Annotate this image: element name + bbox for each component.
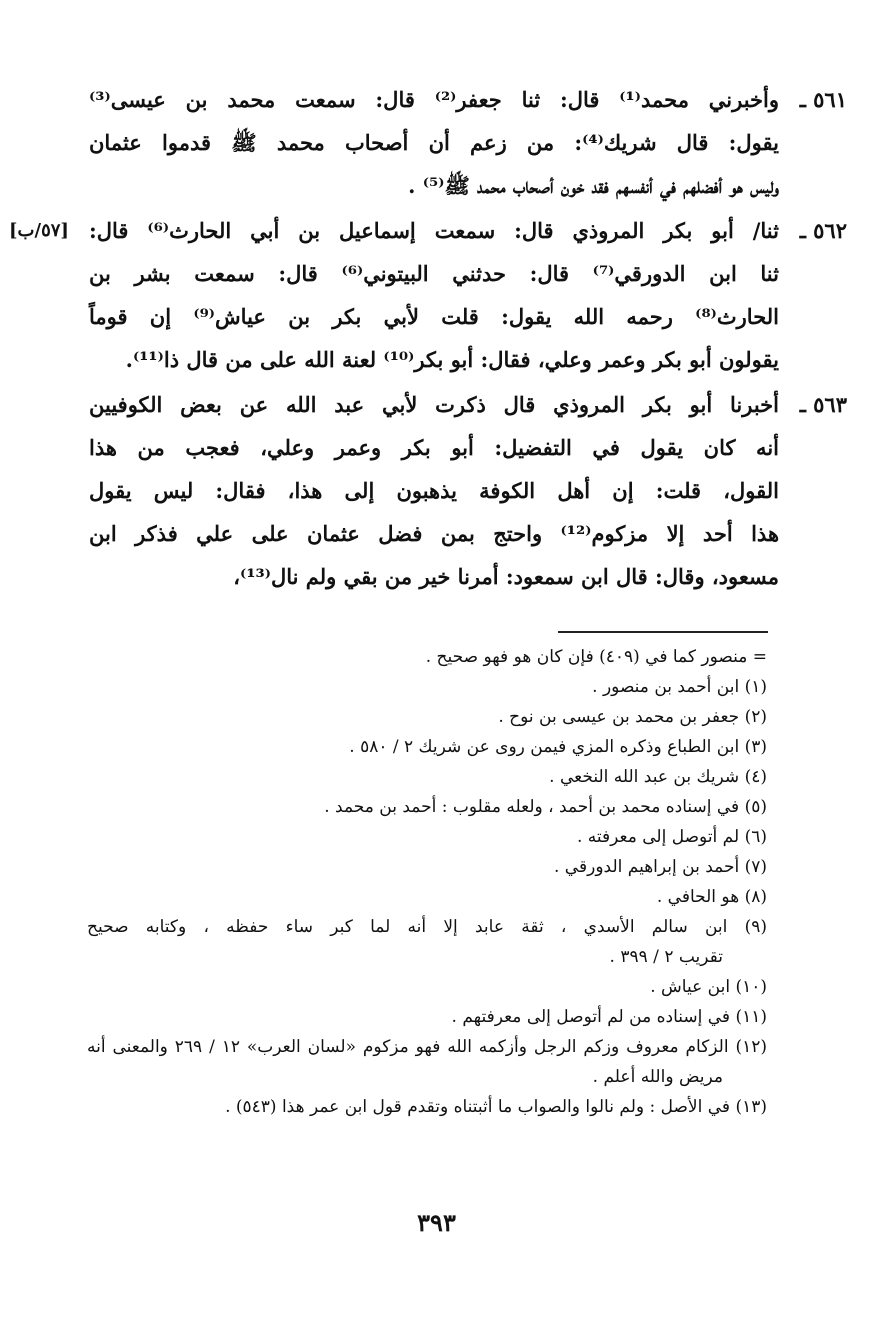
text-line: أخبرنا أبو بكر المروذي قال ذكرت لأبي عبد الله عن بعض الكوفيين	[89, 392, 779, 417]
footnote-line: (١٠) ابن عياش .	[650, 977, 767, 997]
footnotes	[87, 642, 767, 1122]
text-line: مسعود، وقال: قال ابن سمعود: أمرنا خير من بقي ولم نال⁽¹³⁾،	[233, 564, 779, 589]
footnote-11	[87, 1002, 767, 1032]
footnote-8	[87, 882, 767, 912]
footnote-2	[87, 702, 767, 732]
text-line: هذا أحد إلا مزكوم⁽¹²⁾ واحتج بمن فضل عثمان على علي فذكر ابن	[89, 521, 780, 546]
footnote-line: (١) ابن أحمد بن منصور .	[592, 677, 767, 697]
footnote-12	[87, 1032, 767, 1092]
text-line: يقول: قال شريك⁽⁴⁾: من زعم أن أصحاب محمد ﷺ قدموا عثمان	[89, 130, 779, 155]
footnote-line: (٣) ابن الطباع وذكره المزي فيمن روى عن شريك ٢ / ٥٨٠ .	[349, 737, 767, 757]
page-number: ٣٩٣	[417, 1208, 456, 1237]
footnote-5	[87, 792, 767, 822]
footnote-line: (٢) جعفر بن محمد بن عيسى بن نوح .	[498, 707, 767, 727]
text-line: وأخبرني محمد⁽¹⁾ قال: ثنا جعفر⁽²⁾ قال: سمعت محمد بن عيسى⁽³⁾	[89, 87, 780, 112]
footnote-line: (٥) في إسناده محمد بن أحمد ، ولعله مقلوب : أحمد بن محمد .	[324, 797, 767, 817]
footnote-10	[87, 972, 767, 1002]
entry-number: ٥٦٣ ـ	[799, 392, 847, 417]
footnote-13	[87, 1092, 767, 1122]
text-line: ثنا ابن الدورقي⁽⁷⁾ قال: حدثني البيتوني⁽⁶⁾ قال: سمعت بشر بن	[89, 261, 779, 286]
entry-number: ٥٦٢ ـ	[799, 218, 847, 243]
footnote-1	[87, 672, 767, 702]
entry-563	[89, 383, 847, 598]
entry-number: ٥٦١ ـ	[799, 87, 847, 112]
text-line: الحارث⁽⁸⁾ رحمه الله يقول: قلت لأبي بكر بن عياش⁽⁹⁾ إن قوماً	[89, 304, 779, 329]
footnote-line: = منصور كما في (٤٠٩) فإن كان هو فهو صحيح .	[425, 647, 767, 667]
text-line: وليس هو أفضلهم في أنفسهم فقد خون أصحاب محمد ﷺ⁽⁵⁾ .	[408, 173, 779, 198]
text-line: يقولون أبو بكر وعمر وعلي، فقال: أبو بكر⁽¹⁰⁾ لعنة الله على من قال ذا⁽¹¹⁾.	[125, 347, 779, 372]
footnote-line: (٤) شريك بن عبد الله النخعي .	[549, 767, 767, 787]
footnote-line: مريض والله أعلم .	[592, 1067, 723, 1087]
main-text	[9, 78, 847, 598]
text-line: القول، قلت: إن أهل الكوفة يذهبون إلى هذا، فقال: ليس يقول	[89, 478, 779, 503]
footnote-separator	[558, 631, 768, 633]
footnote-continued	[87, 642, 767, 672]
footnote-line: (٨) هو الحافي .	[656, 887, 767, 907]
text-line: ثنا/ أبو بكر المروذي قال: سمعت إسماعيل بن أبي الحارث⁽⁶⁾ قال:	[89, 218, 779, 243]
footnote-9	[87, 912, 767, 972]
footnote-line: (١١) في إسناده من لم أتوصل إلى معرفتهم .	[451, 1007, 767, 1027]
footnote-3	[87, 732, 767, 762]
footnote-line: (٩) ابن سالم الأسدي ، ثقة عابد إلا أنه لما كبر ساء حفظه ، وكتابه صحيح	[87, 917, 768, 937]
footnote-line: (١٢) الزكام معروف وزكم الرجل وأزكمه الله فهو مزكوم «لسان العرب» ١٢ / ٢٦٩ والمعنى أنه	[87, 1037, 768, 1057]
text-line: أنه كان يقول في التفضيل: أبو بكر وعمر وعلي، فعجب من هذا	[89, 435, 779, 460]
manuscript-folio-ref: [٥٧/ب]	[9, 220, 69, 241]
entry-561	[89, 78, 847, 207]
footnote-line: (١٣) في الأصل : ولم نالوا والصواب ما أثبتناه وتقدم قول ابن عمر هذا (٥٤٣) .	[225, 1097, 767, 1117]
footnote-line: تقريب ٢ / ٣٩٩ .	[609, 947, 723, 967]
footnote-6	[87, 822, 767, 852]
footnote-line: (٧) أحمد بن إبراهيم الدورقي .	[554, 857, 767, 877]
footnote-line: (٦) لم أتوصل إلى معرفته .	[576, 827, 767, 847]
footnote-4	[87, 762, 767, 792]
footnote-7	[87, 852, 767, 882]
entry-562	[9, 209, 847, 381]
